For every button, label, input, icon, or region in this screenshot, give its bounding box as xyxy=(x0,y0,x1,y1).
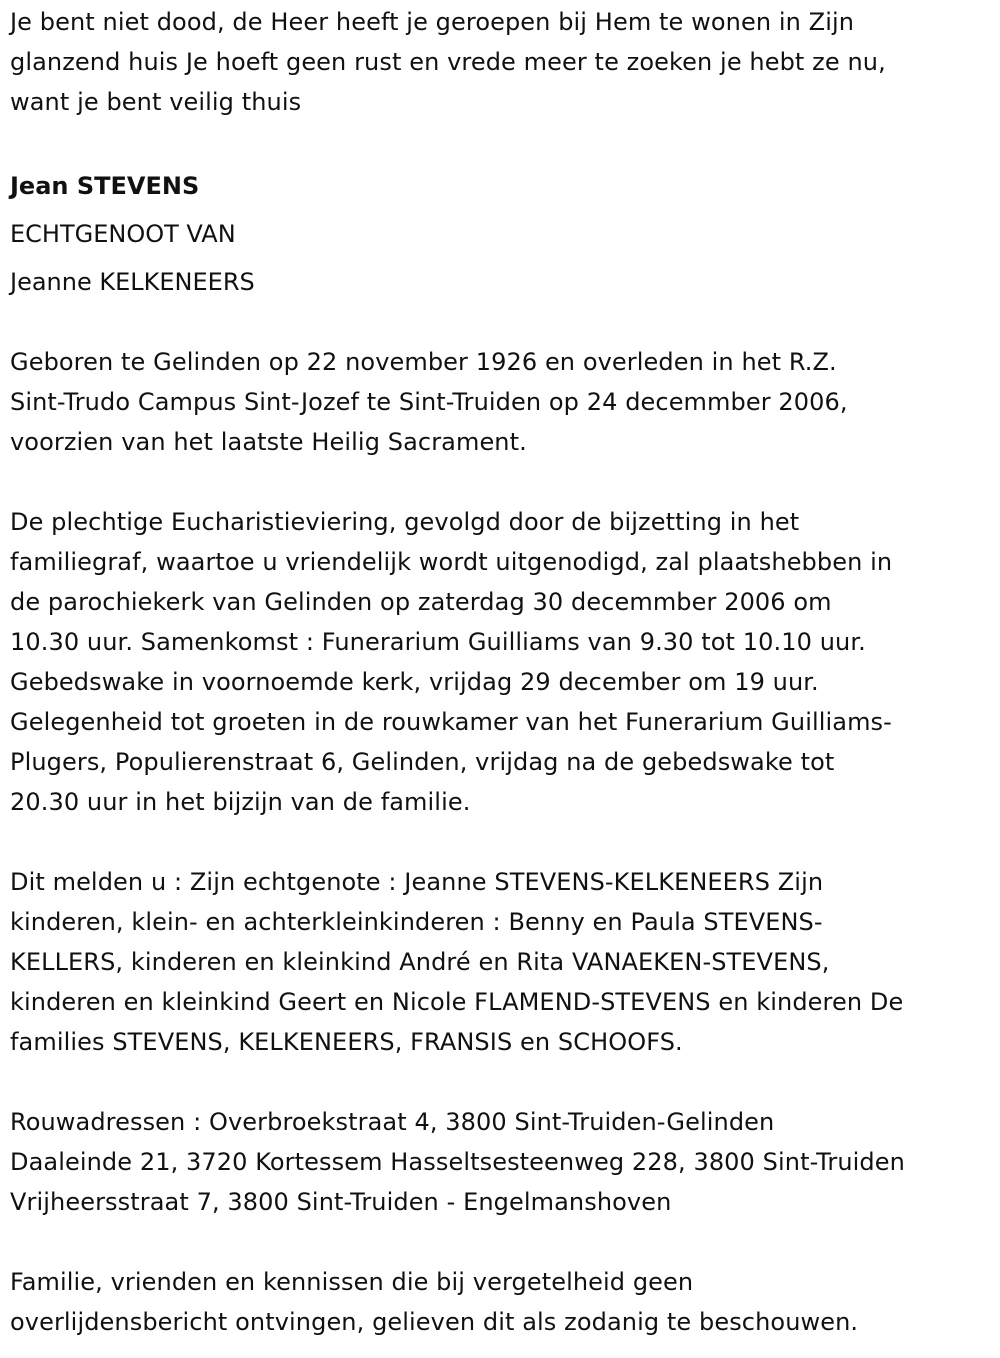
birth-death-paragraph xyxy=(10,342,994,462)
address-line: Vrijheersstraat 7, 3800 Sint-Truiden - Engelmanshoven xyxy=(10,1188,672,1216)
paragraph-gap xyxy=(10,462,994,502)
announcement-paragraph xyxy=(10,862,994,1062)
announcement-line: families STEVENS, KELKENEERS, FRANSIS en SCHOOFS. xyxy=(10,1028,683,1056)
poem-line: glanzend huis Je hoeft geen rust en vrede meer te zoeken je hebt ze nu, xyxy=(10,48,886,76)
paragraph-gap xyxy=(10,1062,994,1102)
ceremony-line: de parochiekerk van Gelinden op zaterdag 30 decemmber 2006 om xyxy=(10,588,832,616)
paragraph-gap xyxy=(10,122,994,162)
announcement-line: KELLERS, kinderen en kleinkind André en Rita VANAEKEN-STEVENS, xyxy=(10,948,830,976)
obituary-document xyxy=(10,2,994,1342)
closing-line: Familie, vrienden en kennissen die bij vergetelheid geen xyxy=(10,1268,694,1296)
poem-line: Je bent niet dood, de Heer heeft je geroepen bij Hem te wonen in Zijn xyxy=(10,8,855,36)
addresses-paragraph xyxy=(10,1102,994,1222)
address-line: Rouwadressen : Overbroekstraat 4, 3800 Sint-Truiden-Gelinden xyxy=(10,1108,775,1136)
announcement-line: kinderen en kleinkind Geert en Nicole FLAMEND-STEVENS en kinderen De xyxy=(10,988,904,1016)
ceremony-line: Plugers, Populierenstraat 6, Gelinden, vrijdag na de gebedswake tot xyxy=(10,748,835,776)
closing-paragraph xyxy=(10,1262,994,1342)
poem-line: want je bent veilig thuis xyxy=(10,88,302,116)
deceased-block xyxy=(10,162,994,306)
birth-death-line: Geboren te Gelinden op 22 november 1926 en overleden in het R.Z. xyxy=(10,348,837,376)
ceremony-line: familiegraf, waartoe u vriendelijk wordt uitgenodigd, zal plaatshebben in xyxy=(10,548,893,576)
closing-line: overlijdensbericht ontvingen, gelieven dit als zodanig te beschouwen. xyxy=(10,1308,859,1336)
ceremony-line: 20.30 uur in het bijzijn van de familie. xyxy=(10,788,471,816)
ceremony-line: Gelegenheid tot groeten in de rouwkamer van het Funerarium Guilliams- xyxy=(10,708,892,736)
paragraph-gap xyxy=(10,306,994,342)
ceremony-line: Gebedswake in voornoemde kerk, vrijdag 29 december om 19 uur. xyxy=(10,668,819,696)
deceased-name: Jean STEVENS xyxy=(10,172,200,200)
ceremony-paragraph xyxy=(10,502,994,822)
paragraph-gap xyxy=(10,1222,994,1262)
address-line: Daaleinde 21, 3720 Kortessem Hasseltsesteenweg 228, 3800 Sint-Truiden xyxy=(10,1148,905,1176)
announcement-line: kinderen, klein- en achterkleinkinderen : Benny en Paula STEVENS- xyxy=(10,908,823,936)
spouse-name: Jeanne KELKENEERS xyxy=(10,268,255,296)
birth-death-line: Sint-Trudo Campus Sint-Jozef te Sint-Truiden op 24 decemmber 2006, xyxy=(10,388,848,416)
birth-death-line: voorzien van het laatste Heilig Sacrament. xyxy=(10,428,527,456)
ceremony-line: De plechtige Eucharistieviering, gevolgd door de bijzetting in het xyxy=(10,508,800,536)
ceremony-line: 10.30 uur. Samenkomst : Funerarium Guilliams van 9.30 tot 10.10 uur. xyxy=(10,628,866,656)
paragraph-gap xyxy=(10,822,994,862)
relation-label: ECHTGENOOT VAN xyxy=(10,220,236,248)
poem-paragraph xyxy=(10,2,994,122)
announcement-line: Dit melden u : Zijn echtgenote : Jeanne STEVENS-KELKENEERS Zijn xyxy=(10,868,824,896)
